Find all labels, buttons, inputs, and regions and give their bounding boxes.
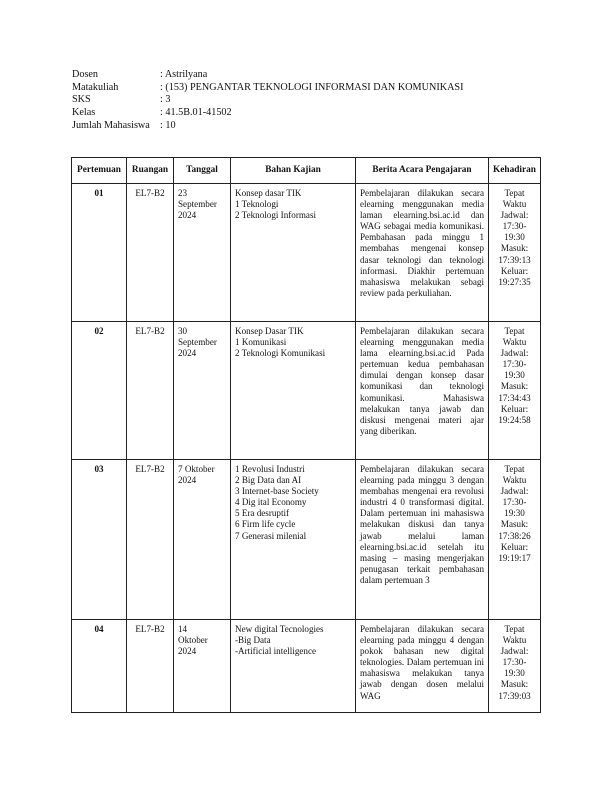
pertemuan-cell: 04 [72, 620, 127, 713]
kehadiran-line: Keluar: [500, 403, 529, 414]
kehadiran-line: Waktu [502, 635, 527, 646]
col-header-berita-acara: Berita Acara Pengajaran [356, 158, 489, 184]
berita-acara-cell: Pembelajaran dilakukan secara elearning menggunakan media lama elearning.bsi.ac.id Pada pertemuan kedua pembahasan dimulai dengan konsep dasar komunikasi dan teknologi komunikasi. Mahasiswa melakukan tanya jawab dan diskusi mengenai materi ajar yang diberikan. [356, 322, 489, 460]
dosen-row [72, 69, 463, 82]
matakuliah-label: Matakuliah [72, 81, 119, 93]
kehadiran-line: Waktu [502, 337, 527, 348]
matakuliah-row [72, 82, 463, 95]
bahan-line: 4 Dig ital Economy [235, 497, 307, 508]
ruangan-cell: EL7-B2 [127, 460, 174, 620]
bahan-kajian-cell [231, 322, 356, 460]
ruangan-cell: EL7-B2 [127, 184, 174, 322]
bahan-line: -Artificial intelligence [235, 646, 317, 657]
kehadiran-line: 19:27:35 [498, 276, 531, 287]
kehadiran-cell [489, 620, 541, 713]
berita-acara-table [71, 157, 541, 713]
table-row [72, 460, 541, 620]
kehadiran-line: Waktu [502, 475, 527, 486]
kehadiran-line: 19:30 [504, 668, 525, 679]
bahan-line: 7 Generasi milenial [235, 530, 307, 541]
dosen-label: Dosen [72, 69, 99, 80]
pertemuan-cell: 01 [72, 184, 127, 322]
kehadiran-line: Keluar: [500, 265, 529, 276]
bahan-line: New digital Tecnologies [235, 624, 324, 634]
bahan-line: Konsep Dasar TIK [235, 326, 304, 336]
bahan-line: Konsep dasar TIK [235, 188, 302, 198]
kehadiran-line: Waktu [502, 199, 527, 210]
kehadiran-line: Jadwal: [500, 646, 529, 657]
ruangan-cell: EL7-B2 [127, 322, 174, 460]
kehadiran-line: 17:30- [502, 657, 527, 668]
pertemuan-cell: 02 [72, 322, 127, 460]
tanggal-line: 2024 [178, 646, 197, 657]
table-row [72, 620, 541, 713]
kehadiran-line: Jadwal: [500, 486, 529, 497]
tanggal-line: September [178, 199, 217, 210]
kehadiran-line: Keluar: [500, 541, 529, 552]
kehadiran-line: 17:38:26 [498, 530, 531, 541]
tanggal-line: Oktober [178, 635, 208, 646]
bahan-line: 2 Big Data dan AI [235, 475, 302, 486]
kehadiran-line: Jadwal: [500, 348, 529, 359]
kehadiran-line: 19:30 [504, 370, 525, 381]
kehadiran-line: Tepat [504, 188, 525, 198]
kehadiran-line: Masuk: [500, 519, 529, 530]
bahan-kajian-cell [231, 184, 356, 322]
matakuliah-value: : (153) PENGANTAR TEKNOLOGI INFORMASI DAN KOMUNIKASI [160, 81, 464, 93]
tanggal-line: 14 [178, 624, 188, 634]
tanggal-cell [174, 460, 231, 620]
kelas-value: : 41.5B.01-41502 [160, 107, 232, 119]
tanggal-cell [174, 184, 231, 322]
bahan-line: 2 Teknologi Informasi [235, 210, 317, 221]
kehadiran-line: 19:24:58 [498, 414, 531, 425]
ruangan-cell: EL7-B2 [127, 620, 174, 713]
jumlah-mahasiswa-value: : 10 [160, 119, 176, 131]
tanggal-line: September [178, 337, 217, 348]
tanggal-line: 2024 [178, 348, 197, 359]
col-header-ruangan: Ruangan [127, 158, 174, 184]
kehadiran-line: 17:39:03 [498, 690, 531, 701]
bahan-line: 5 Era desruptif [235, 508, 290, 519]
tanggal-cell [174, 620, 231, 713]
table-row [72, 322, 541, 460]
bahan-kajian-cell [231, 620, 356, 713]
table-header-row [72, 158, 541, 184]
kelas-label: Kelas [72, 107, 96, 119]
sks-value: : 3 [160, 94, 171, 106]
kehadiran-line: 19:30 [504, 508, 525, 519]
sks-label: SKS [72, 94, 91, 106]
col-header-pertemuan: Pertemuan [72, 158, 127, 184]
jumlah-mahasiswa-label: Jumlah Mahasiswa [72, 119, 150, 131]
kehadiran-line: 19:19:17 [498, 552, 531, 563]
sks-row [72, 94, 463, 107]
tanggal-line: 30 [178, 326, 188, 336]
kehadiran-cell [489, 460, 541, 620]
bahan-line: 3 Internet-base Society [235, 486, 319, 497]
jumlah-mahasiswa-row [72, 120, 463, 133]
bahan-line: 1 Komunikasi [235, 337, 287, 348]
kehadiran-line: 17:34:43 [498, 392, 531, 403]
tanggal-cell [174, 322, 231, 460]
kehadiran-line: Tepat [504, 326, 525, 336]
kehadiran-line: Tepat [504, 624, 525, 634]
kehadiran-line: 17:39:13 [498, 254, 531, 265]
kehadiran-line: 17:30- [502, 359, 527, 370]
dosen-value: : Astrilyana [160, 69, 208, 80]
bahan-kajian-cell [231, 460, 356, 620]
col-header-bahan-kajian: Bahan Kajian [231, 158, 356, 184]
kehadiran-line: Masuk: [500, 381, 529, 392]
kehadiran-line: 17:30- [502, 497, 527, 508]
tanggal-line: 23 [178, 188, 188, 198]
berita-acara-cell: Pembelajaran dilakukan secara elearning pada minggu 4 dengan pokok bahasan new digital teknologies. Dalam pertemuan ini mahasiswa melakukan tanya jawab dengan dosen melalui WAG [356, 620, 489, 713]
course-info-header [72, 69, 463, 133]
kehadiran-cell [489, 184, 541, 322]
col-header-tanggal: Tanggal [174, 158, 231, 184]
tanggal-line: 7 Oktober [178, 464, 215, 474]
bahan-line: 6 Firm life cycle [235, 519, 296, 530]
table-row [72, 184, 541, 322]
bahan-line: 1 Teknologi [235, 199, 279, 210]
col-header-kehadiran: Kehadiran [489, 158, 541, 184]
kehadiran-line: 19:30 [504, 232, 525, 243]
kehadiran-line: 17:30- [502, 221, 527, 232]
pertemuan-cell: 03 [72, 460, 127, 620]
kehadiran-line: Masuk: [500, 679, 529, 690]
kehadiran-cell [489, 322, 541, 460]
tanggal-line: 2024 [178, 475, 197, 486]
kelas-row [72, 107, 463, 120]
bahan-line: 1 Revolusi Industri [235, 464, 305, 474]
kehadiran-line: Jadwal: [500, 210, 529, 221]
kehadiran-line: Tepat [504, 464, 525, 474]
tanggal-line: 2024 [178, 210, 197, 221]
berita-acara-cell: Pembelajaran dilakukan secara elearning pada minggu 3 dengan membahas mengenai era revolusi industri 4 0 transformasi digital. Dalam pertemuan ini mahasiswa melakukan diskusi dan tanya jawab melalui laman elearning.bsi.ac.id setelah itu masing – masing mengerjakan penugasan terkait pembahasan dalam pertemuan 3 [356, 460, 489, 620]
kehadiran-line: Masuk: [500, 243, 529, 254]
berita-acara-cell: Pembelajaran dilakukan secara elearning menggunakan media laman elearning.bsi.ac.id dan WAG sebagai media komunikasi. Pembahasan pada minggu 1 membahas mengenai konsep dasar teknologi dan teknologi informasi. Diakhir pertemuan mahasiswa melakukan sebagi review pada perkuliahan. [356, 184, 489, 322]
bahan-line: -Big Data [235, 635, 271, 646]
bahan-line: 2 Teknologi Komunikasi [235, 348, 326, 359]
